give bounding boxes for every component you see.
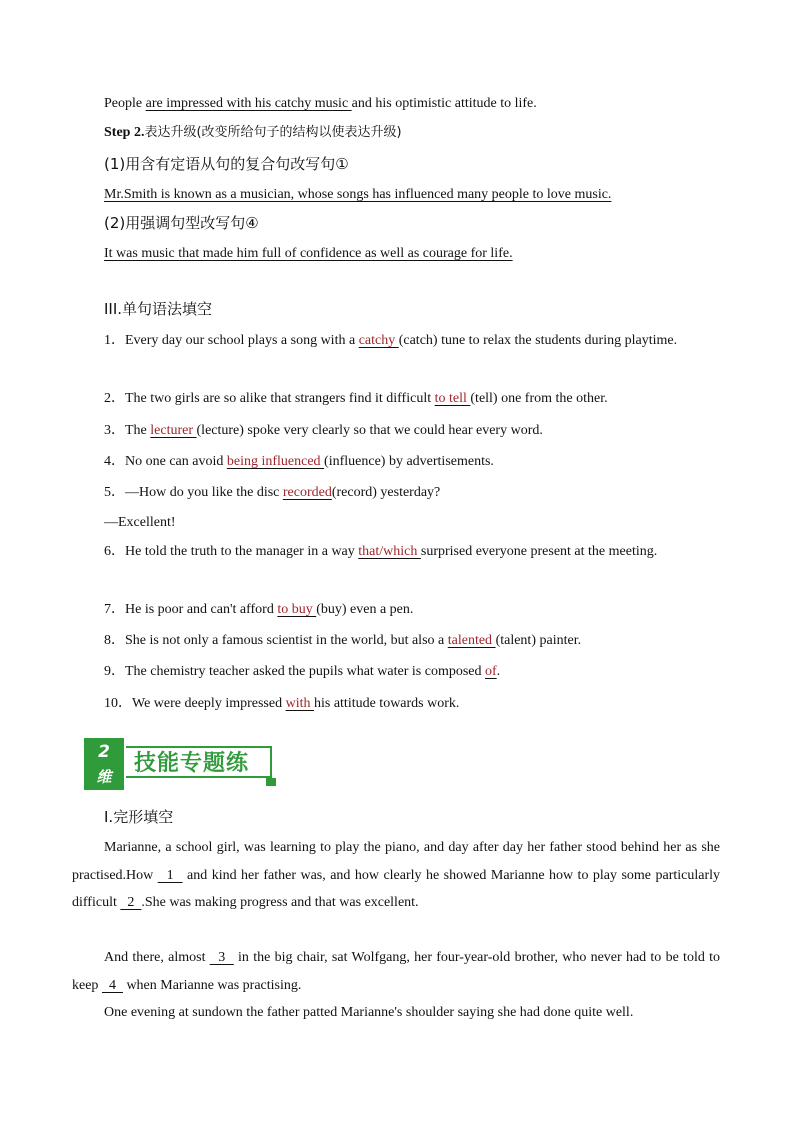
question-number: 2． (104, 391, 125, 406)
question-text: (catch) tune to relax the students during playtime. (398, 333, 678, 348)
question-5-reply (104, 514, 176, 532)
question-text: He is poor and can't afford (125, 602, 278, 617)
section-banner (84, 738, 276, 790)
question-number: 6． (104, 544, 125, 559)
paragraph-text: in the big chair, sat Wolfgang, her four-year-old brother, who never had to be told to keep (72, 950, 720, 993)
question-number: 4． (104, 454, 125, 469)
answer: catchy (358, 333, 399, 348)
cloze-paragraph-1 (72, 834, 720, 917)
paragraph-text: .She was making progress and that was excellent. (141, 895, 419, 910)
question-text: his attitude towards work. (313, 696, 460, 711)
question-9 (104, 663, 500, 681)
text: People (104, 96, 146, 111)
paragraph-text: Marianne, a school girl, was learning to play the piano, and day after day her father stood behind her as she practised.How (72, 840, 720, 883)
banner-number: 2 (98, 742, 110, 762)
text: and his optimistic attitude to life. (351, 96, 537, 111)
question-3 (104, 422, 543, 440)
question-text: Every day our school plays a song with a (125, 333, 359, 348)
question-number: 10． (104, 696, 132, 711)
question-text: He told the truth to the manager in a way (125, 544, 359, 559)
banner-subtitle: 维 (96, 768, 112, 786)
blank-3: 3 (209, 950, 234, 965)
question-text: (buy) even a pen. (316, 602, 414, 617)
question-10 (104, 695, 459, 713)
question-number: 8． (104, 633, 125, 648)
question-number: 3． (104, 423, 125, 438)
paragraph-text: and kind her father was, and how clearly he showed Marianne how to play some particularly difficult (72, 867, 721, 910)
answer: to tell (434, 391, 471, 406)
section-heading: III.单句语法填空 (104, 300, 213, 318)
question-7 (104, 601, 413, 619)
question-text: surprised everyone present at the meeting. (420, 544, 658, 559)
question-2 (104, 390, 608, 408)
answer: recorded (282, 485, 332, 500)
sub-instruction-2: (2)用强调句型改写句④ (104, 214, 259, 232)
question-text: The two girls are so alike that strangers find it difficult (125, 391, 435, 406)
question-5 (104, 484, 440, 502)
answer: lecturer (150, 423, 197, 438)
question-text: . (496, 664, 501, 679)
question-4 (104, 453, 494, 471)
question-text: (tell) one from the other. (470, 391, 608, 406)
answer: to buy (277, 602, 317, 617)
question-text: The (125, 423, 151, 438)
reply-text: —Excellent! (104, 515, 176, 530)
answer-sentence-2: It was music that made him full of confidence as well as courage for life. (104, 246, 513, 261)
step-heading (104, 124, 402, 142)
sub-instruction-1: (1)用含有定语从句的复合句改写句① (104, 155, 349, 173)
question-text: No one can avoid (125, 454, 227, 469)
sentence-line (104, 95, 537, 113)
question-8 (104, 632, 581, 650)
question-text: (lecture) spoke very clearly so that we could hear every word. (196, 423, 543, 438)
blank-1: 1 (157, 867, 183, 883)
question-number: 7． (104, 602, 125, 617)
answer: with (285, 696, 314, 711)
step-label: Step (104, 125, 131, 140)
step-text: 表达升级(改变所给句子的结构以使表达升级) (144, 125, 402, 140)
underlined-text: are impressed with his catchy music (145, 96, 352, 111)
question-text: (influence) by advertisements. (324, 454, 494, 469)
cloze-paragraph-2 (72, 944, 720, 999)
answer: being influenced (226, 454, 325, 469)
answer: talented (447, 633, 496, 648)
question-text: She is not only a famous scientist in the world, but also a (125, 633, 448, 648)
question-text: The chemistry teacher asked the pupils what water is composed (125, 664, 485, 679)
answer: of (485, 664, 497, 679)
blank-4: 4 (101, 977, 123, 993)
question-number: 1． (104, 333, 125, 348)
banner-title: 技能专题练 (126, 746, 272, 778)
question-text: We were deeply impressed (132, 696, 286, 711)
banner-decoration (266, 778, 276, 786)
question-text: (record) yesterday? (331, 485, 441, 500)
cloze-heading: I.完形填空 (104, 808, 174, 826)
question-text: (talent) painter. (495, 633, 582, 648)
question-text: —How do you like the disc (125, 485, 283, 500)
blank-2: 2 (120, 895, 142, 910)
step-number: 2. (130, 125, 145, 140)
question-6 (72, 537, 720, 566)
paragraph-text: when Marianne was practising. (122, 977, 302, 993)
answer: that/which (358, 544, 421, 559)
banner-badge (84, 738, 124, 790)
question-1 (72, 326, 720, 355)
question-number: 9． (104, 664, 125, 679)
question-number: 5． (104, 485, 125, 500)
cloze-paragraph-3: One evening at sundown the father patted Marianne's shoulder saying she had done quite well. (104, 1005, 634, 1020)
paragraph-text: And there, almost (104, 950, 210, 965)
answer-sentence-1: Mr.Smith is known as a musician, whose songs has influenced many people to love music. (104, 187, 612, 202)
